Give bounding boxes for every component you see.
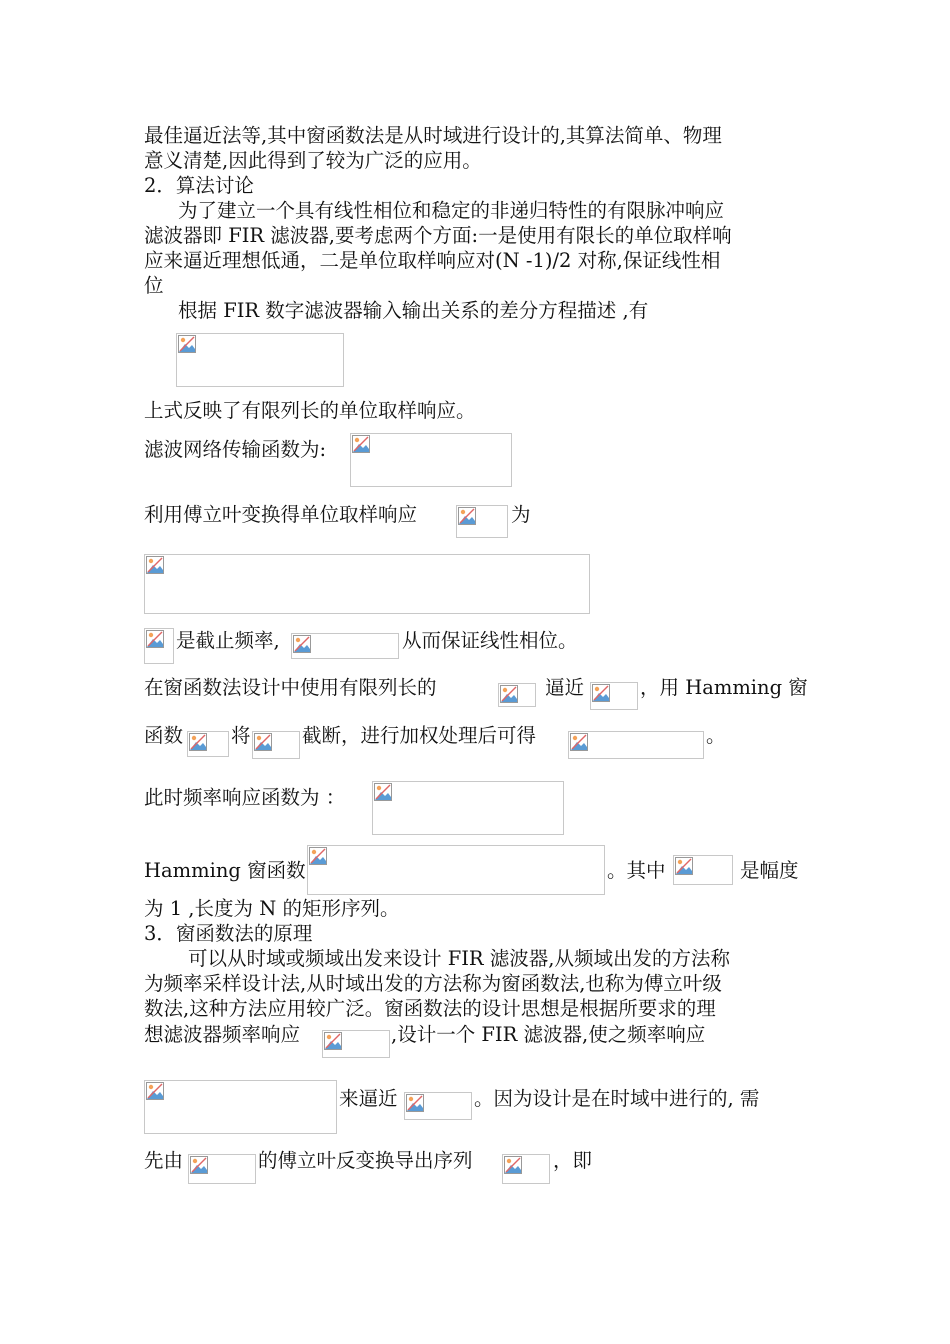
equation-image (673, 855, 733, 885)
text-line: 是截止频率, (176, 629, 280, 652)
equation-image (498, 683, 536, 707)
equation-image (372, 781, 564, 835)
broken-image-icon (293, 635, 311, 653)
broken-image-icon (675, 857, 693, 875)
text-line: 最佳逼近法等,其中窗函数法是从时域进行设计的,其算法简单、物理 (144, 124, 722, 147)
text-line: 逼近 (545, 676, 585, 699)
text-line: 此时频率响应函数为 ： (144, 786, 346, 809)
equation-image (350, 433, 512, 487)
broken-image-icon (189, 733, 207, 751)
equation-image (188, 1154, 256, 1184)
broken-image-icon (190, 1156, 208, 1174)
text-line: ,设计一个 FIR 滤波器,使之频率响应 (391, 1023, 706, 1046)
equation-image (590, 682, 638, 710)
equation-image (144, 628, 174, 664)
text-line: Hamming 窗函数 (144, 859, 306, 882)
equation-image (307, 845, 605, 895)
equation-image (291, 633, 399, 659)
equation-image (456, 505, 508, 538)
equation-image (568, 731, 704, 759)
equation-image (404, 1092, 472, 1120)
equation-image (322, 1030, 390, 1058)
text-line: 利用傅立叶变换得单位取样响应 (144, 503, 418, 526)
section-heading: 2．算法讨论 (144, 174, 254, 197)
broken-image-icon (592, 684, 610, 702)
broken-image-icon (504, 1156, 522, 1174)
text-line: ，用 Hamming 窗 (640, 676, 808, 699)
text-line: 。其中 (607, 859, 666, 882)
text-line: 为了建立一个具有线性相位和稳定的非递归特性的有限脉冲响应 (178, 199, 725, 222)
text-line: ，即 (553, 1149, 593, 1172)
broken-image-icon (374, 783, 392, 801)
text-line: 先由 (144, 1149, 184, 1172)
text-line: 函数 (144, 724, 184, 747)
text-line: 将 (231, 724, 251, 747)
text-line: 为频率采样设计法,从时域出发的方法称为窗函数法,也称为傅立叶级 (144, 972, 722, 995)
broken-image-icon (309, 847, 327, 865)
broken-image-icon (406, 1094, 424, 1112)
broken-image-icon (146, 1082, 164, 1100)
text-line: 应来逼近理想低通，二是单位取样响应对(N -1)/2 对称,保证线性相 (144, 249, 721, 272)
text-line: 位 (144, 274, 164, 297)
broken-image-icon (146, 630, 164, 648)
text-line: 意义清楚,因此得到了较为广泛的应用。 (144, 149, 482, 172)
section-heading: 3．窗函数法的原理 (144, 922, 313, 945)
equation-image (502, 1154, 550, 1184)
text-line: 是幅度 (740, 859, 799, 882)
text-line: 为 (511, 503, 531, 526)
equation-image (187, 731, 229, 757)
broken-image-icon (178, 335, 196, 353)
text-line: 数法,这种方法应用较广泛。窗函数法的设计思想是根据所要求的理 (144, 997, 716, 1020)
broken-image-icon (570, 733, 588, 751)
text-line: 的傅立叶反变换导出序列 (258, 1149, 473, 1172)
text-line: 滤波网络传输函数为: (144, 438, 327, 461)
equation-image (144, 554, 590, 614)
broken-image-icon (458, 507, 476, 525)
text-line: 。 (706, 724, 726, 747)
text-line: 来逼近 (339, 1087, 398, 1110)
broken-image-icon (500, 685, 518, 703)
text-line: 根据 FIR 数字滤波器输入输出关系的差分方程描述 ,有 (178, 299, 649, 322)
equation-image (144, 1080, 337, 1134)
text-line: 为 1 ,长度为 N 的矩形序列。 (144, 897, 400, 920)
broken-image-icon (324, 1032, 342, 1050)
text-line: 想滤波器频率响应 (144, 1023, 301, 1046)
equation-image (176, 333, 344, 387)
equation-image (252, 731, 300, 759)
text-line: 在窗函数法设计中使用有限列长的 (144, 676, 437, 699)
text-line: 从而保证线性相位。 (402, 629, 578, 652)
text-line: 滤波器即 FIR 滤波器,要考虑两个方面:一是使用有限长的单位取样响 (144, 224, 732, 247)
broken-image-icon (254, 733, 272, 751)
text-line: 上式反映了有限列长的单位取样响应。 (144, 399, 476, 422)
broken-image-icon (146, 556, 164, 574)
text-line: 可以从时域或频域出发来设计 FIR 滤波器,从频域出发的方法称 (188, 947, 731, 970)
text-line: 截断，进行加权处理后可得 (302, 724, 537, 747)
text-line: 。因为设计是在时域中进行的, 需 (474, 1087, 760, 1110)
broken-image-icon (352, 435, 370, 453)
